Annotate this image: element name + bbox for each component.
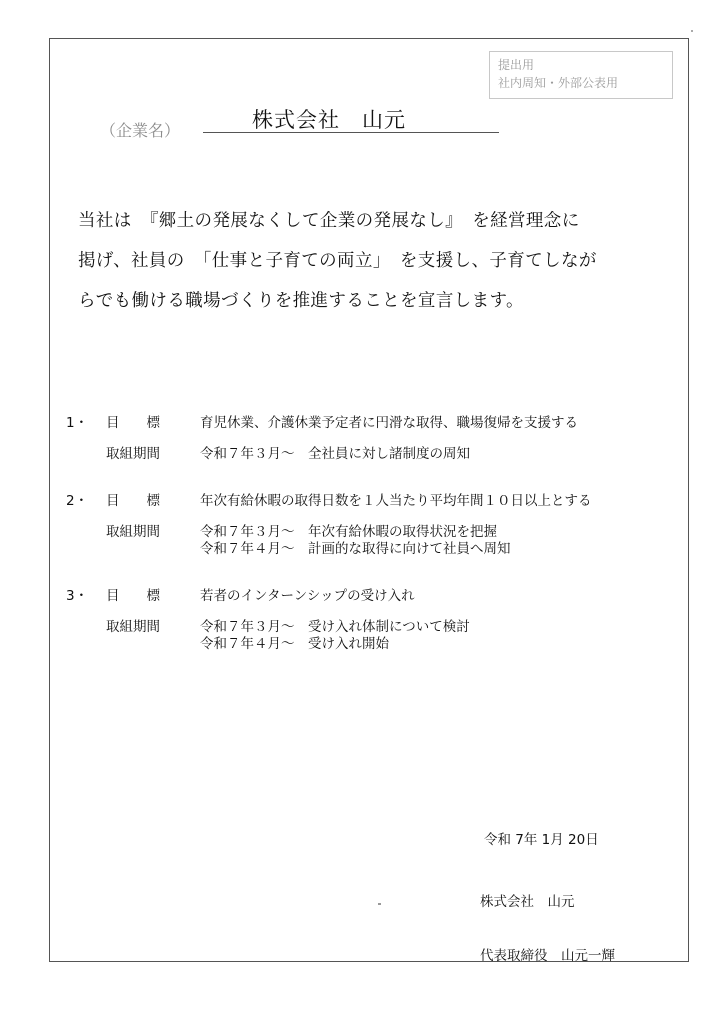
goal-text: 若者のインターンシップの受け入れ	[200, 588, 415, 604]
action-text: 令和７年４月～ 計画的な取得に向けて社員へ周知	[200, 541, 511, 557]
goal-row	[66, 584, 696, 604]
goal-text: 年次有給休暇の取得日数を１人当たり平均年間１０日以上とする	[200, 493, 592, 509]
scan-speck	[378, 903, 381, 905]
goal-number: 2・	[66, 493, 89, 509]
goal-2	[66, 489, 696, 557]
goal-row	[66, 411, 696, 431]
declaration-line: らでも働ける職場づくりを推進することを宣言します。	[78, 291, 524, 311]
declaration-date: 令和 7年 1月 20日	[484, 832, 599, 848]
company-name: 株式会社 山元	[252, 108, 406, 132]
goal-row	[66, 489, 696, 509]
action-text: 令和７年３月～ 全社員に対し諸制度の周知	[200, 446, 470, 462]
period-row	[66, 632, 696, 652]
declaration-text	[78, 201, 678, 321]
action-text: 令和７年３月～ 受け入れ体制について検討	[200, 619, 470, 635]
goal-3	[66, 584, 696, 652]
declaration-line: 当社は 『郷土の発展なくして企業の発展なし』 を経営理念に	[78, 211, 580, 231]
company-underline	[203, 132, 499, 133]
goal-label: 目 標	[106, 493, 160, 509]
period-label: 取組期間	[106, 524, 160, 540]
goal-label: 目 標	[106, 588, 160, 604]
period-row	[66, 537, 696, 557]
goal-text: 育児休業、介護休業予定者に円滑な取得、職場復帰を支援する	[200, 415, 578, 431]
stamp-line-2: 社内周知・外部公表用	[498, 76, 619, 90]
goal-number: 1・	[66, 415, 89, 431]
goal-1	[66, 411, 696, 462]
declaration-line: 掲げ、社員の 「仕事と子育ての両立」 を支援し、子育てしなが	[78, 251, 597, 271]
company-label: （企業名）	[100, 121, 181, 140]
action-text: 令和７年４月～ 受け入れ開始	[200, 636, 389, 652]
goal-label: 目 標	[106, 415, 160, 431]
period-label: 取組期間	[106, 619, 160, 635]
period-row	[66, 442, 696, 462]
stamp-line-1: 提出用	[498, 58, 535, 72]
signature-block	[480, 857, 615, 983]
action-text: 令和７年３月～ 年次有給休暇の取得状況を把握	[200, 524, 497, 540]
scan-mark	[691, 30, 693, 32]
period-label: 取組期間	[106, 446, 160, 462]
signature-company: 株式会社 山元	[480, 894, 575, 910]
signature-representative: 代表取締役 山元一輝	[480, 948, 615, 964]
goal-number: 3・	[66, 588, 89, 604]
submission-stamp	[489, 51, 673, 99]
